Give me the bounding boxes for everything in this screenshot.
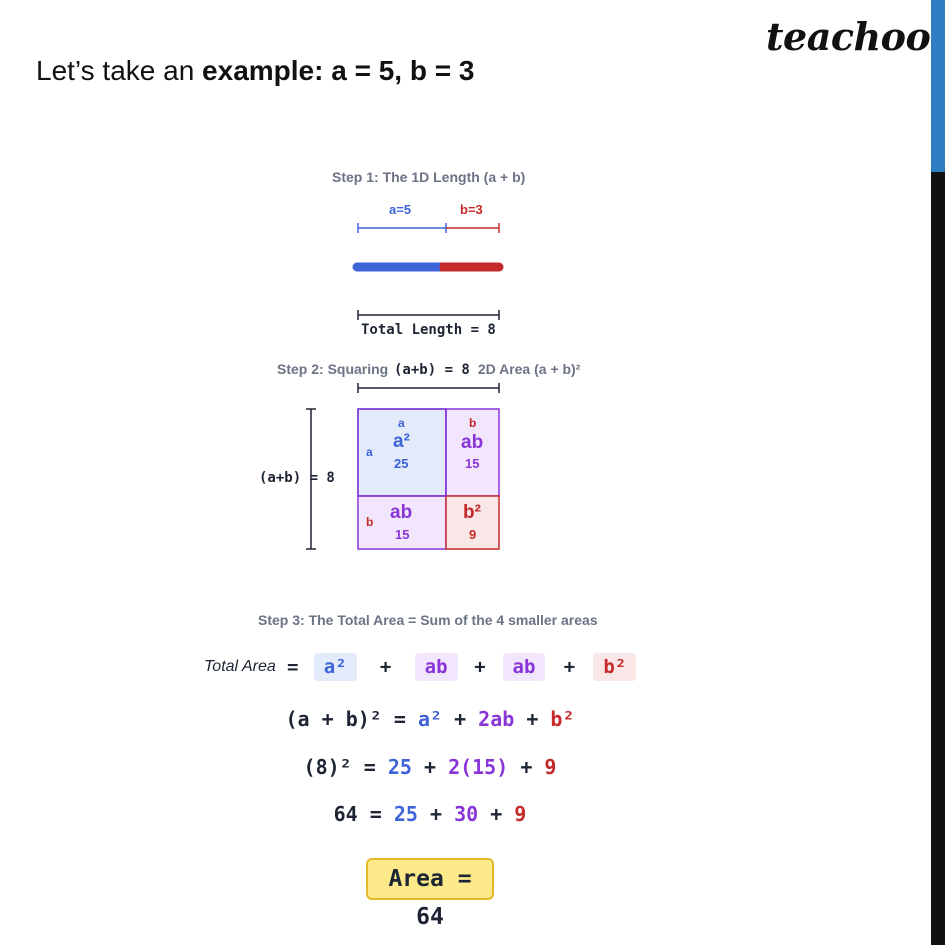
cell-ab-top-corner: b [469, 416, 477, 430]
b-length-label: b=3 [460, 202, 483, 217]
eq3-t1: 25 [393, 802, 418, 826]
answer-box: Area = 64 [366, 858, 494, 900]
eq1-lhs: (a + b)² = [285, 707, 418, 731]
eq3-p2: + [478, 802, 515, 826]
cell-b2-term: b² [463, 502, 481, 523]
eq2-p2: + [508, 755, 545, 779]
eq1-t1: a² [417, 707, 443, 731]
eq2-t2: 2(15) [448, 755, 509, 779]
cell-ab-top-value: 15 [465, 456, 480, 471]
eq2-t3: 9 [544, 755, 557, 779]
a-measure [358, 223, 446, 233]
headline-prefix: Let’s take an [36, 55, 203, 86]
eq1-t2: 2ab [478, 707, 515, 731]
eq1-p1: + [442, 707, 479, 731]
step1-title: Step 1: The 1D Length (a + b) [332, 169, 526, 185]
eq2-lhs: (8)² = [303, 755, 388, 779]
equation-line-1 [0, 707, 860, 731]
step2-title-right-text: 2D Area (a + b)² [477, 361, 581, 377]
row-label-a: a [366, 445, 373, 459]
eq1-t3: b² [550, 707, 575, 731]
plus-1: + [379, 656, 392, 678]
eq3-t2: 30 [454, 802, 479, 826]
cell-ab-bottom-value: 15 [395, 527, 410, 542]
cell-a2-term: a² [393, 431, 410, 452]
eq2-p1: + [411, 755, 449, 779]
step2-title-overlay: (a+b) = 8 [394, 362, 470, 378]
chip-a2: a² [314, 653, 357, 681]
total-area-equals: = [287, 656, 299, 678]
eq3-t3: 9 [514, 802, 527, 826]
cell-a2-value: 25 [394, 456, 409, 471]
plus-2: + [474, 656, 486, 678]
step2-title-right [475, 361, 580, 377]
eq3-lhs: 64 = [333, 802, 394, 826]
plus-3: + [563, 656, 576, 678]
equation-line-3 [0, 802, 860, 826]
square-top-measure [358, 383, 499, 393]
equation-line-2 [0, 755, 860, 779]
total-length-label: Total Length = 8 [361, 322, 496, 338]
chip-b2: b² [593, 653, 636, 681]
cell-ab-bottom-term: ab [390, 502, 413, 523]
total-measure [358, 310, 499, 320]
eq1-p2: + [514, 707, 551, 731]
row-label-b: b [366, 515, 374, 529]
eq3-p1: + [417, 802, 455, 826]
chip-ab-1: ab [415, 653, 458, 681]
cell-b2-value: 9 [469, 527, 477, 542]
chip-ab-2: ab [503, 653, 546, 681]
step3-title: Step 3: The Total Area = Sum of the 4 smaller areas [258, 612, 598, 628]
b-measure [446, 223, 499, 233]
cell-ab-top-term: ab [461, 432, 484, 453]
cell-a2-corner: a [398, 416, 405, 430]
eq2-t1: 25 [387, 755, 412, 779]
teachoo-logo: teachoo [766, 14, 931, 59]
total-area-label: Total Area [204, 658, 276, 675]
headline-bold: example: a = 5, b = 3 [202, 55, 475, 86]
a-length-label: a=5 [389, 202, 412, 217]
total-area-row [204, 651, 636, 683]
square-side-label: (a+b) = 8 [259, 470, 335, 486]
step2-title-left: Step 2: Squaring [277, 361, 389, 377]
